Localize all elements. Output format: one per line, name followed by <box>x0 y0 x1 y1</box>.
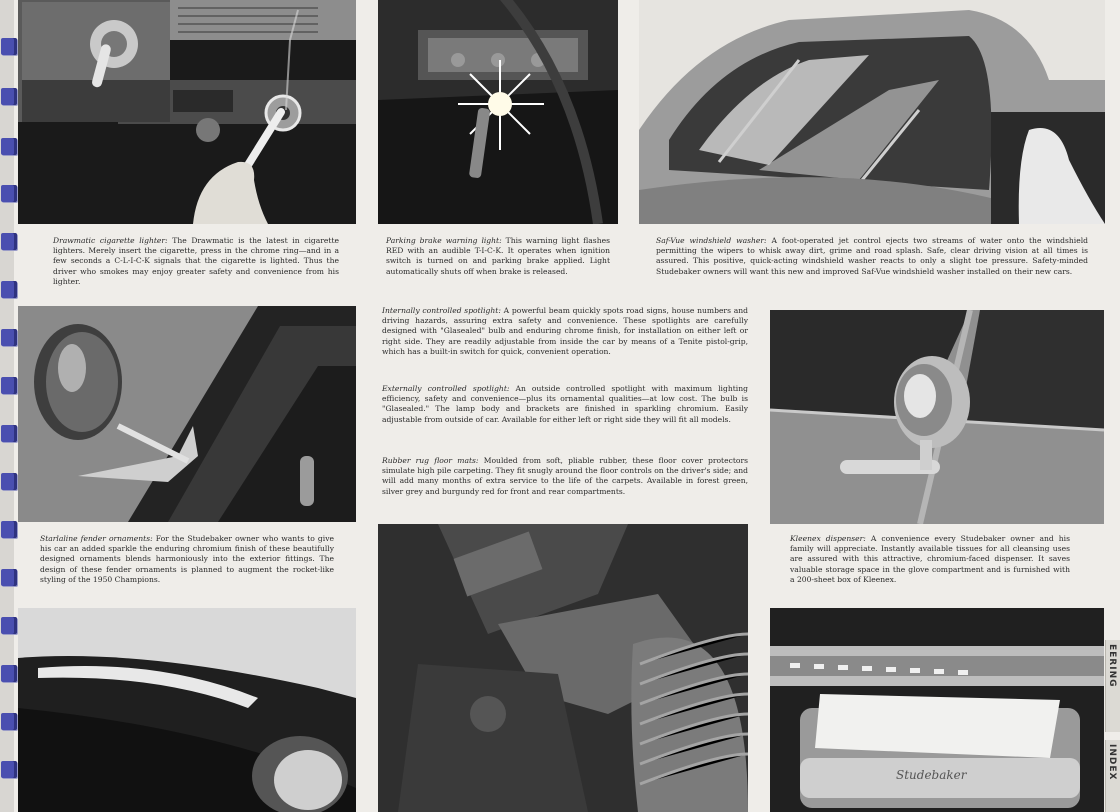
binding-ring <box>1 569 17 586</box>
caption-kleenex: Kleenex dispenser: A convenience every Studebaker owner and his family will appreciate. Instantly available tissues for all cleansing uses are assured with this attractive, chromium-faced dispenser. It saves valuable storage space in the glove compartment and is furnished with a 200-sheet box of Kleenex. <box>790 534 1071 584</box>
dispenser-script-logo: Studebaker <box>896 768 967 782</box>
photo-cigarette-lighter <box>18 0 356 224</box>
tab-engineering-label: EERING <box>1107 644 1117 688</box>
binding-ring <box>1 761 17 778</box>
binding-ring <box>1 377 17 394</box>
caption-internal-spotlight: Internally controlled spotlight: A powerful beam quickly spots road signs, house numbers and driving hazards, assuring extra safety and convenience. These spotlights are carefully designed with "Glasealed" bulb and enduring chrome finish, for installation on either left or right side. They are readily adjustable from inside the car by means of a Tenite pistol-grip, which has a built-in switch for quick, convenient operation. <box>382 306 748 356</box>
photo-fender-ornament <box>18 608 356 812</box>
binding-ring <box>1 329 17 346</box>
binding-ring <box>1 473 17 490</box>
photo-internal-spotlight <box>18 306 356 522</box>
binding-ring <box>1 88 17 105</box>
binding-ring <box>1 38 17 55</box>
binding-ring <box>1 713 17 730</box>
tab-index-label: INDEX <box>1107 744 1117 781</box>
photo-windshield-washer <box>639 0 1105 224</box>
caption-floor-mats: Rubber rug floor mats: Moulded from soft, pliable rubber, these floor cover protectors simulate high pile carpeting. They fit snugly around the floor controls on the driver's side; and will add many months of extra service to the life of the carpets. Available in forest green, silver grey and burgundy red for front and rear compartments. <box>382 456 748 496</box>
binding-ring <box>1 425 17 442</box>
binding-ring <box>1 138 17 155</box>
binding-ring <box>1 185 17 202</box>
photo-parking-brake <box>378 0 618 224</box>
binding-ring <box>1 281 17 298</box>
caption-external-spotlight: Externally controlled spotlight: An outside controlled spotlight with maximum lighting efficiency, safety and convenience—plus its ornamental qualities—at low cost. The bulb is "Glasealed." The lamp body and brackets are finished in sparkling chromium. Easily adjustable from outside of car. Available for either left or right side they will fit all models. <box>382 384 748 424</box>
caption-fender-ornaments: Starlaline fender ornaments: For the Studebaker owner who wants to give his car an added sparkle the enduring chromium finish of these beautifully designed ornaments blends harmoniously into the exterior fittings. The design of these fender ornaments is planned to augment the rocket-like styling of the 1950 Champions. <box>40 534 334 584</box>
caption-cigarette-lighter: Drawmatic cigarette lighter: The Drawmatic is the latest in cigarette lighters. Merely insert the cigarette, press in the chrome ring—and in a few seconds a C-L-I-C-K signals that the cigarette is lighted. Thus the driver who smokes may enjoy greater safety and convenience from his lighter. <box>53 236 340 286</box>
tab-engineering[interactable] <box>1105 640 1120 732</box>
caption-windshield-washer: Saf-Vue windshield washer: A foot-operated jet control ejects two streams of water onto the windshield permitting the wipers to whisk away dirt, grime and road splash. Safe, clear driving vision at all times is assured. This positive, quick-acting windshield washer reacts to only a slight toe pressure. Safety-minded Studebaker owners will want this new and improved Saf-Vue windshield washer installed on their new cars. <box>656 236 1088 276</box>
binding-ring <box>1 665 17 682</box>
spiral-binding <box>0 0 14 812</box>
binding-ring <box>1 617 17 634</box>
binding-ring <box>1 521 17 538</box>
photo-kleenex-dispenser <box>770 608 1104 812</box>
caption-parking-brake: Parking brake warning light: This warning light flashes RED with an audible T-I-C-K. It operates when ignition switch is turned on and parking brake applied. Light automatically shuts off when brake is released. <box>386 236 610 276</box>
photo-floor-mat <box>378 524 748 812</box>
binding-ring <box>1 233 17 250</box>
tab-index[interactable] <box>1105 740 1120 812</box>
photo-external-spotlight <box>770 310 1104 524</box>
